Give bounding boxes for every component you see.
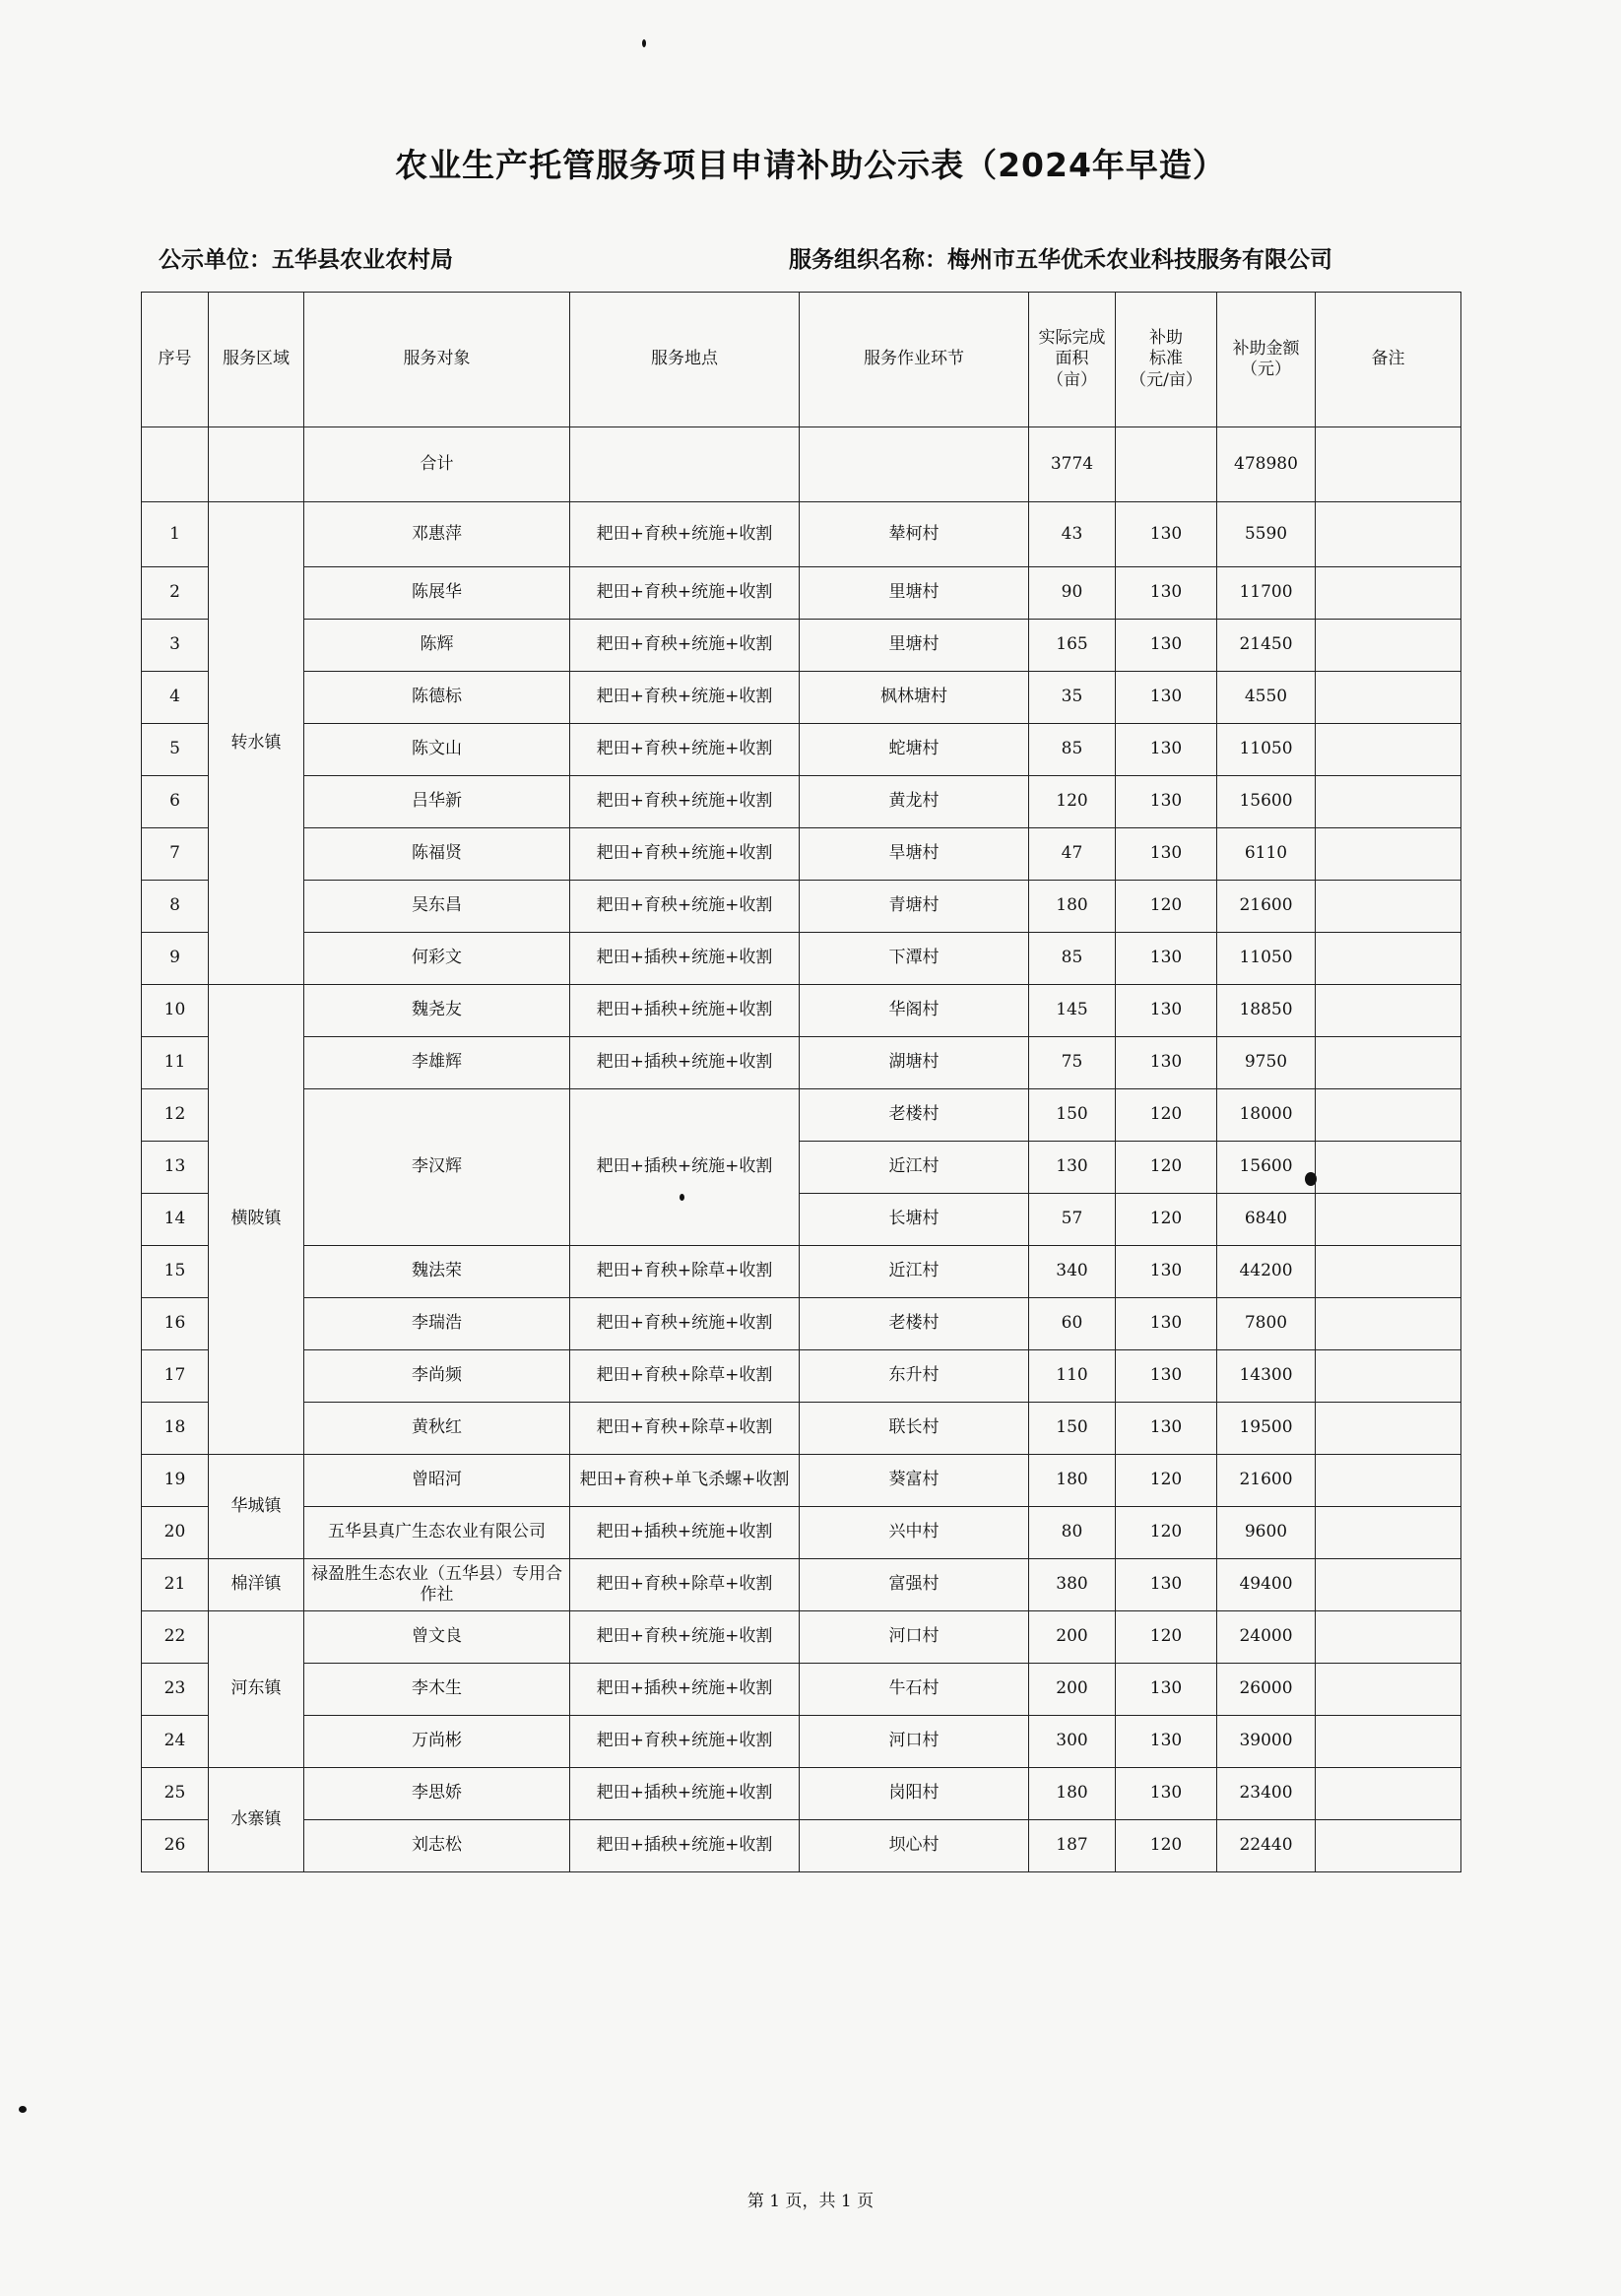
row-note <box>1316 933 1461 985</box>
table-row <box>142 620 1461 672</box>
row-area: 300 <box>1029 1716 1116 1768</box>
page-footer: 第 1 页，共 1 页 <box>746 2192 875 2211</box>
page-title: 农业生产托管服务项目申请补助公示表（2024年早造） <box>395 146 1226 184</box>
row-area: 187 <box>1029 1820 1116 1872</box>
row-seq: 11 <box>142 1037 209 1089</box>
row-note <box>1316 1768 1461 1820</box>
org-value: 梅州市五华优禾农业科技服务有限公司 <box>947 247 1332 273</box>
row-place: 枫林塘村 <box>800 672 1029 724</box>
table-row <box>142 776 1461 828</box>
row-target: 吴东昌 <box>304 881 570 933</box>
row-place: 里塘村 <box>800 567 1029 620</box>
row-amount: 9750 <box>1217 1037 1316 1089</box>
row-area: 145 <box>1029 985 1116 1037</box>
scan-speck <box>19 2106 27 2113</box>
row-amount: 15600 <box>1217 776 1316 828</box>
row-amount: 7800 <box>1217 1298 1316 1350</box>
row-seq: 14 <box>142 1194 209 1246</box>
row-amount: 11700 <box>1217 567 1316 620</box>
row-area: 47 <box>1029 828 1116 881</box>
row-amount: 6840 <box>1217 1194 1316 1246</box>
row-amount: 21600 <box>1217 1455 1316 1507</box>
row-target: 李雄辉 <box>304 1037 570 1089</box>
row-ops: 耙田+育秧+统施+收割 <box>570 828 800 881</box>
row-target: 禄盈胜生态农业（五华县）专用合作社 <box>304 1559 570 1611</box>
row-seq: 9 <box>142 933 209 985</box>
row-standard: 130 <box>1116 672 1217 724</box>
row-amount: 19500 <box>1217 1403 1316 1455</box>
row-amount: 15600 <box>1217 1142 1316 1194</box>
row-standard: 130 <box>1116 502 1217 567</box>
row-note <box>1316 1403 1461 1455</box>
row-amount: 44200 <box>1217 1246 1316 1298</box>
col-standard: 补助 标准 （元/亩） <box>1116 293 1217 427</box>
row-target: 陈福贤 <box>304 828 570 881</box>
row-area: 180 <box>1029 1455 1116 1507</box>
row-ops: 耙田+育秧+统施+收割 <box>570 672 800 724</box>
row-seq: 24 <box>142 1716 209 1768</box>
scan-speck <box>642 39 646 47</box>
table-row <box>142 1716 1461 1768</box>
row-ops: 耙田+插秧+统施+收割 <box>570 1820 800 1872</box>
row-note <box>1316 1037 1461 1089</box>
row-seq: 5 <box>142 724 209 776</box>
row-standard: 120 <box>1116 1194 1217 1246</box>
total-row <box>142 427 1461 502</box>
row-standard: 130 <box>1116 1716 1217 1768</box>
row-seq: 17 <box>142 1350 209 1403</box>
row-standard: 120 <box>1116 881 1217 933</box>
row-area: 165 <box>1029 620 1116 672</box>
table-row <box>142 1820 1461 1872</box>
row-target: 陈辉 <box>304 620 570 672</box>
row-place: 下潭村 <box>800 933 1029 985</box>
row-place: 岗阳村 <box>800 1768 1029 1820</box>
row-seq: 4 <box>142 672 209 724</box>
row-standard: 130 <box>1116 985 1217 1037</box>
row-amount: 9600 <box>1217 1507 1316 1559</box>
subsidy-table <box>141 292 1461 1872</box>
row-target: 吕华新 <box>304 776 570 828</box>
row-seq: 21 <box>142 1559 209 1611</box>
row-ops: 耙田+插秧+统施+收割 <box>570 933 800 985</box>
table-row <box>142 828 1461 881</box>
row-note <box>1316 502 1461 567</box>
row-target: 陈展华 <box>304 567 570 620</box>
col-note: 备注 <box>1316 293 1461 427</box>
row-target: 陈德标 <box>304 672 570 724</box>
row-region: 棉洋镇 <box>209 1559 304 1611</box>
row-ops: 耙田+育秧+除草+收割 <box>570 1559 800 1611</box>
row-standard: 130 <box>1116 776 1217 828</box>
row-target: 何彩文 <box>304 933 570 985</box>
col-ops: 服务地点 <box>570 293 800 427</box>
row-place: 黄龙村 <box>800 776 1029 828</box>
row-area: 90 <box>1029 567 1116 620</box>
row-note <box>1316 1089 1461 1142</box>
row-amount: 26000 <box>1217 1664 1316 1716</box>
row-ops: 耙田+育秧+统施+收割 <box>570 1298 800 1350</box>
table-row <box>142 1350 1461 1403</box>
org-label: 服务组织名称： <box>789 247 947 273</box>
row-ops: 耙田+插秧+统施+收割 <box>570 985 800 1037</box>
row-place: 里塘村 <box>800 620 1029 672</box>
row-note <box>1316 1611 1461 1664</box>
table-row <box>142 672 1461 724</box>
row-amount: 18000 <box>1217 1089 1316 1142</box>
row-note <box>1316 1298 1461 1350</box>
row-ops: 耙田+育秧+统施+收割 <box>570 1716 800 1768</box>
row-standard: 120 <box>1116 1142 1217 1194</box>
table-row <box>142 1089 1461 1142</box>
row-ops: 耙田+插秧+统施+收割 <box>570 1507 800 1559</box>
row-note <box>1316 1559 1461 1611</box>
row-region: 转水镇 <box>209 502 304 985</box>
row-seq: 12 <box>142 1089 209 1142</box>
table-row <box>142 1403 1461 1455</box>
row-standard: 130 <box>1116 1664 1217 1716</box>
row-region: 华城镇 <box>209 1455 304 1559</box>
row-note <box>1316 881 1461 933</box>
row-place: 葵富村 <box>800 1455 1029 1507</box>
row-seq: 7 <box>142 828 209 881</box>
row-amount: 6110 <box>1217 828 1316 881</box>
row-standard: 130 <box>1116 620 1217 672</box>
row-area: 75 <box>1029 1037 1116 1089</box>
row-standard: 130 <box>1116 724 1217 776</box>
row-target: 李瑞浩 <box>304 1298 570 1350</box>
table-row <box>142 1037 1461 1089</box>
row-seq: 23 <box>142 1664 209 1716</box>
row-note <box>1316 1455 1461 1507</box>
row-area: 43 <box>1029 502 1116 567</box>
row-standard: 120 <box>1116 1611 1217 1664</box>
row-note <box>1316 776 1461 828</box>
row-amount: 21450 <box>1217 620 1316 672</box>
row-amount: 14300 <box>1217 1350 1316 1403</box>
row-amount: 39000 <box>1217 1716 1316 1768</box>
row-seq: 3 <box>142 620 209 672</box>
row-standard: 130 <box>1116 1768 1217 1820</box>
row-area: 340 <box>1029 1246 1116 1298</box>
row-ops: 耙田+育秧+统施+收割 <box>570 724 800 776</box>
row-place: 青塘村 <box>800 881 1029 933</box>
row-note <box>1316 620 1461 672</box>
row-standard: 130 <box>1116 567 1217 620</box>
row-target: 邓惠萍 <box>304 502 570 567</box>
row-place: 蛇塘村 <box>800 724 1029 776</box>
row-ops: 耙田+育秧+除草+收割 <box>570 1350 800 1403</box>
row-seq: 13 <box>142 1142 209 1194</box>
row-ops: 耙田+插秧+统施+收割 <box>570 1089 800 1246</box>
row-note <box>1316 672 1461 724</box>
row-seq: 15 <box>142 1246 209 1298</box>
row-note <box>1316 1194 1461 1246</box>
row-standard: 130 <box>1116 1298 1217 1350</box>
row-note <box>1316 1246 1461 1298</box>
row-ops: 耙田+育秧+单飞杀螺+收割 <box>570 1455 800 1507</box>
row-place: 湖塘村 <box>800 1037 1029 1089</box>
row-amount: 24000 <box>1217 1611 1316 1664</box>
total-area: 3774 <box>1029 427 1116 502</box>
row-seq: 1 <box>142 502 209 567</box>
publishing-unit <box>159 241 453 274</box>
row-place: 老楼村 <box>800 1089 1029 1142</box>
table-row <box>142 1664 1461 1716</box>
row-ops: 耙田+插秧+统施+收割 <box>570 1768 800 1820</box>
row-amount: 22440 <box>1217 1820 1316 1872</box>
row-area: 120 <box>1029 776 1116 828</box>
row-ops: 耙田+插秧+统施+收割 <box>570 1037 800 1089</box>
row-seq: 10 <box>142 985 209 1037</box>
row-area: 85 <box>1029 933 1116 985</box>
row-amount: 5590 <box>1217 502 1316 567</box>
row-amount: 4550 <box>1217 672 1316 724</box>
header-row <box>142 293 1461 427</box>
row-place: 富强村 <box>800 1559 1029 1611</box>
row-area: 200 <box>1029 1664 1116 1716</box>
row-target: 黄秋红 <box>304 1403 570 1455</box>
row-place: 近江村 <box>800 1142 1029 1194</box>
row-ops: 耙田+育秧+统施+收割 <box>570 502 800 567</box>
row-seq: 2 <box>142 567 209 620</box>
row-place: 旱塘村 <box>800 828 1029 881</box>
row-note <box>1316 724 1461 776</box>
row-amount: 11050 <box>1217 933 1316 985</box>
table-row <box>142 567 1461 620</box>
row-note <box>1316 1716 1461 1768</box>
row-ops: 耙田+育秧+统施+收割 <box>570 567 800 620</box>
row-amount: 49400 <box>1217 1559 1316 1611</box>
row-area: 35 <box>1029 672 1116 724</box>
row-seq: 8 <box>142 881 209 933</box>
row-target: 魏法荣 <box>304 1246 570 1298</box>
row-area: 180 <box>1029 881 1116 933</box>
row-place: 牛石村 <box>800 1664 1029 1716</box>
row-standard: 120 <box>1116 1089 1217 1142</box>
row-standard: 130 <box>1116 1403 1217 1455</box>
row-target: 李思娇 <box>304 1768 570 1820</box>
col-region: 服务区域 <box>209 293 304 427</box>
row-seq: 6 <box>142 776 209 828</box>
col-place: 服务作业环节 <box>800 293 1029 427</box>
row-standard: 130 <box>1116 828 1217 881</box>
row-target: 李汉辉 <box>304 1089 570 1246</box>
col-amount: 补助金额 （元） <box>1217 293 1316 427</box>
scan-speck <box>680 1194 684 1201</box>
table-row <box>142 881 1461 933</box>
row-standard: 130 <box>1116 933 1217 985</box>
row-area: 85 <box>1029 724 1116 776</box>
row-place: 华阁村 <box>800 985 1029 1037</box>
row-note <box>1316 567 1461 620</box>
row-place: 近江村 <box>800 1246 1029 1298</box>
row-note <box>1316 1350 1461 1403</box>
table-row <box>142 1455 1461 1507</box>
row-area: 200 <box>1029 1611 1116 1664</box>
row-target: 五华县真广生态农业有限公司 <box>304 1507 570 1559</box>
scan-speck <box>1305 1172 1317 1186</box>
row-place: 坝心村 <box>800 1820 1029 1872</box>
service-organization <box>789 241 1332 274</box>
row-seq: 25 <box>142 1768 209 1820</box>
row-ops: 耙田+育秧+统施+收割 <box>570 776 800 828</box>
row-target: 曾文良 <box>304 1611 570 1664</box>
row-area: 150 <box>1029 1403 1116 1455</box>
total-amount: 478980 <box>1217 427 1316 502</box>
row-seq: 19 <box>142 1455 209 1507</box>
row-note <box>1316 1820 1461 1872</box>
row-seq: 16 <box>142 1298 209 1350</box>
unit-label: 公示单位： <box>159 247 272 273</box>
row-note <box>1316 1507 1461 1559</box>
row-target: 曾昭河 <box>304 1455 570 1507</box>
row-target: 李尚频 <box>304 1350 570 1403</box>
row-area: 380 <box>1029 1559 1116 1611</box>
table-row <box>142 1298 1461 1350</box>
row-target: 陈文山 <box>304 724 570 776</box>
row-standard: 130 <box>1116 1350 1217 1403</box>
col-area: 实际完成 面积 （亩） <box>1029 293 1116 427</box>
row-area: 60 <box>1029 1298 1116 1350</box>
row-target: 万尚彬 <box>304 1716 570 1768</box>
row-area: 80 <box>1029 1507 1116 1559</box>
table-row <box>142 933 1461 985</box>
row-target: 刘志松 <box>304 1820 570 1872</box>
row-target: 李木生 <box>304 1664 570 1716</box>
row-target: 魏尧友 <box>304 985 570 1037</box>
row-place: 兴中村 <box>800 1507 1029 1559</box>
row-area: 150 <box>1029 1089 1116 1142</box>
total-label: 合计 <box>304 427 570 502</box>
row-place: 老楼村 <box>800 1298 1029 1350</box>
row-region: 水寨镇 <box>209 1768 304 1872</box>
row-seq: 18 <box>142 1403 209 1455</box>
row-standard: 120 <box>1116 1507 1217 1559</box>
row-area: 180 <box>1029 1768 1116 1820</box>
table-row <box>142 1768 1461 1820</box>
row-ops: 耙田+育秧+除草+收割 <box>570 1246 800 1298</box>
row-place: 河口村 <box>800 1611 1029 1664</box>
table-row <box>142 1507 1461 1559</box>
row-place: 东升村 <box>800 1350 1029 1403</box>
row-ops: 耙田+插秧+统施+收割 <box>570 1664 800 1716</box>
row-ops: 耙田+育秧+统施+收割 <box>570 881 800 933</box>
table-row <box>142 724 1461 776</box>
row-note <box>1316 1142 1461 1194</box>
row-standard: 130 <box>1116 1246 1217 1298</box>
row-place: 联长村 <box>800 1403 1029 1455</box>
row-place: 辇柯村 <box>800 502 1029 567</box>
row-seq: 26 <box>142 1820 209 1872</box>
row-place: 长塘村 <box>800 1194 1029 1246</box>
table-row <box>142 1559 1461 1611</box>
row-area: 110 <box>1029 1350 1116 1403</box>
row-standard: 120 <box>1116 1455 1217 1507</box>
row-place: 河口村 <box>800 1716 1029 1768</box>
row-standard: 130 <box>1116 1559 1217 1611</box>
row-area: 130 <box>1029 1142 1116 1194</box>
table-row <box>142 502 1461 567</box>
row-ops: 耙田+育秧+统施+收割 <box>570 1611 800 1664</box>
row-amount: 18850 <box>1217 985 1316 1037</box>
table-row <box>142 1611 1461 1664</box>
row-ops: 耙田+育秧+除草+收割 <box>570 1403 800 1455</box>
table-row <box>142 985 1461 1037</box>
row-region: 河东镇 <box>209 1611 304 1768</box>
row-note <box>1316 828 1461 881</box>
table-row <box>142 1246 1461 1298</box>
col-target: 服务对象 <box>304 293 570 427</box>
row-note <box>1316 985 1461 1037</box>
row-standard: 130 <box>1116 1037 1217 1089</box>
row-area: 57 <box>1029 1194 1116 1246</box>
col-seq: 序号 <box>142 293 209 427</box>
row-amount: 21600 <box>1217 881 1316 933</box>
row-seq: 22 <box>142 1611 209 1664</box>
unit-value: 五华县农业农村局 <box>272 247 453 273</box>
row-amount: 11050 <box>1217 724 1316 776</box>
row-region: 横陂镇 <box>209 985 304 1455</box>
row-ops: 耙田+育秧+统施+收割 <box>570 620 800 672</box>
row-amount: 23400 <box>1217 1768 1316 1820</box>
row-seq: 20 <box>142 1507 209 1559</box>
row-standard: 120 <box>1116 1820 1217 1872</box>
row-note <box>1316 1664 1461 1716</box>
